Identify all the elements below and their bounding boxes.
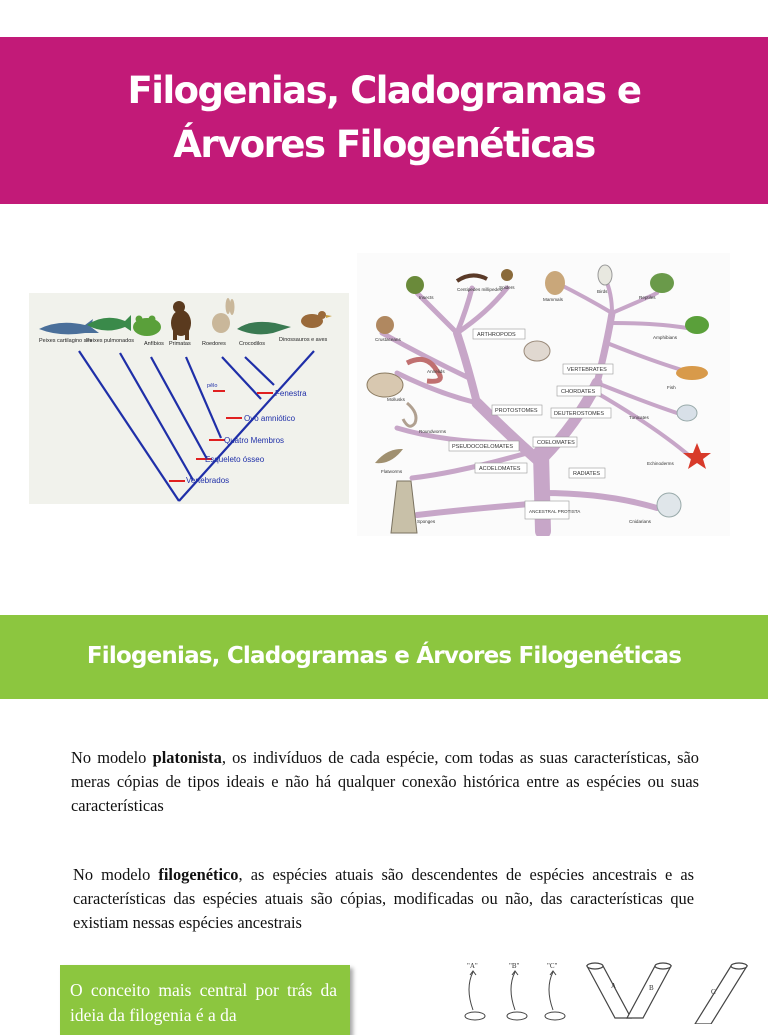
title-line-2: Árvores Filogenéticas (173, 123, 595, 166)
rabbit-icon (545, 271, 565, 295)
paragraph-platonist (71, 746, 699, 818)
shell-icon (524, 341, 550, 361)
lungfish-icon (87, 315, 131, 331)
term-filogenetico: filogenético (158, 865, 239, 884)
figure-label-b-quoted: "B" (509, 962, 520, 970)
tip-cnidarians: Cnidarians (629, 519, 651, 524)
spider-icon (501, 269, 513, 281)
taxon-label-1: Peixes cartilagino sos (39, 338, 93, 344)
beetle-icon (406, 276, 424, 294)
tunicate-icon (677, 405, 697, 421)
tip-mollusks: Mollusks (387, 397, 405, 402)
paragraph-1-body: , os indivíduos de cada espécie, com todas as suas características, são meras cópias de tipos ideais e não há qualquer conexão histórica entre as espécies ou suas características (71, 748, 699, 815)
shark-icon (39, 319, 99, 334)
turtle-icon (650, 273, 674, 293)
taxon-label-6: Crocodilos (239, 341, 265, 347)
character-vertebrados: Vertebrados (186, 476, 230, 485)
figure-arrows (469, 971, 556, 1010)
taxon-label-4: Primatas (169, 341, 191, 347)
term-platonista: platonista (152, 748, 222, 767)
tip-birds: Birds (597, 289, 608, 294)
figure-label-c-quoted: "C" (547, 962, 558, 970)
tip-fish: Fish (667, 385, 676, 390)
clam-icon (367, 373, 403, 397)
node-chordates: CHORDATES (561, 389, 596, 395)
character-quatro-membros: Quatro Membros (224, 436, 285, 445)
section-banner (0, 615, 768, 699)
jellyfish-icon (657, 493, 681, 517)
taxon-label-2: Peixes pulmonados (86, 338, 135, 344)
concept-text: O conceito mais central por trás da ideia da filogenia é a da (70, 980, 337, 1025)
tip-crustaceans: Crustaceans (375, 337, 401, 342)
node-arthropods: ARTHROPODS (477, 332, 516, 338)
tip-echinoderms: Echinoderms (647, 461, 674, 466)
concept-callout (60, 965, 350, 1035)
character-pelo: pêlo (207, 383, 218, 389)
node-vertebrates: VERTEBRATES (567, 367, 607, 373)
tip-reptiles: Reptiles (639, 295, 656, 300)
crab-icon (376, 316, 394, 334)
lineage-drawing (455, 958, 765, 1024)
taxon-label-5: Roedores (202, 341, 226, 347)
tip-annelids: Annelids (427, 369, 445, 374)
figure-branching-tubes (587, 963, 747, 1024)
node-protostomes: PROTOSTOMES (495, 408, 538, 414)
node-radiates: RADIATES (573, 471, 601, 477)
paragraph-phylogenetic (73, 863, 694, 935)
roundworm-icon (403, 403, 416, 426)
node-deuterostomes: DEUTEROSTOMES (554, 411, 605, 417)
tip-centipedes: Centipedes millipedes (457, 287, 502, 292)
tip-spiders: Spiders (499, 285, 515, 290)
frog-icon (133, 316, 161, 337)
egret-icon (598, 265, 612, 285)
frog-icon (685, 316, 709, 334)
node-coelomates: COELOMATES (537, 440, 575, 446)
bird-icon (301, 311, 332, 328)
figure-cylinders (465, 1012, 565, 1020)
starfish-icon (683, 443, 711, 469)
character-fenestra: Fenestra (275, 389, 307, 398)
phylogenetic-tree-image (357, 253, 730, 536)
tip-insects: Insects (419, 295, 434, 300)
tree-drawing (357, 253, 730, 536)
tip-roundworms: Roundworms (419, 429, 447, 434)
paragraph-2-body: , as espécies atuais são descendentes de espécies ancestrais e as características das espécies atuais são cópias, modificadas ou não, das características que existiam nessas espécies ancestrais (73, 865, 694, 932)
node-ancestral-protista: ANCESTRAL PROTISTA (529, 509, 581, 514)
node-acoelomates: ACOELOMATES (479, 466, 521, 472)
figure-label-b: B (649, 984, 654, 992)
character-ovo-amniotico: Ovo amniótico (244, 414, 296, 423)
tree-branches (382, 278, 692, 531)
crocodile-icon (237, 322, 291, 334)
rabbit-icon (212, 298, 235, 333)
primate-icon (171, 301, 191, 340)
paragraph-2-lead: No modelo (73, 865, 159, 884)
figure-label-c: C (711, 988, 716, 996)
flatworm-icon (375, 449, 403, 463)
character-esqueleto-osseo: Esqueleto ósseo (205, 455, 265, 464)
tip-flatworms: Flatworms (381, 469, 403, 474)
lineage-figure (455, 958, 765, 1024)
cladogram-image (29, 293, 349, 504)
fish-icon (676, 366, 708, 380)
sponge-icon (391, 481, 417, 533)
tip-mammals: Mammals (543, 297, 563, 302)
title-banner (0, 37, 768, 204)
tip-sponges: Sponges (417, 519, 436, 524)
node-pseudocoelomates: PSEUDOCOELOMATES (452, 444, 514, 450)
title-line-1: Filogenias, Cladogramas e (127, 69, 641, 112)
taxon-label-3: Anfíbios (144, 341, 164, 347)
figure-label-a: A (611, 982, 617, 990)
cladogram-drawing (29, 293, 349, 504)
tip-tunicates: Tunicates (629, 415, 649, 420)
taxon-label-7: Dinossauros e aves (279, 337, 328, 343)
tip-amphibians: Amphibians (653, 335, 678, 340)
section-title: Filogenias, Cladogramas e Árvores Filogenéticas (86, 643, 682, 669)
centipede-icon (457, 275, 487, 281)
figure-label-a-quoted: "A" (467, 962, 478, 970)
paragraph-1-lead: No modelo (71, 748, 153, 767)
